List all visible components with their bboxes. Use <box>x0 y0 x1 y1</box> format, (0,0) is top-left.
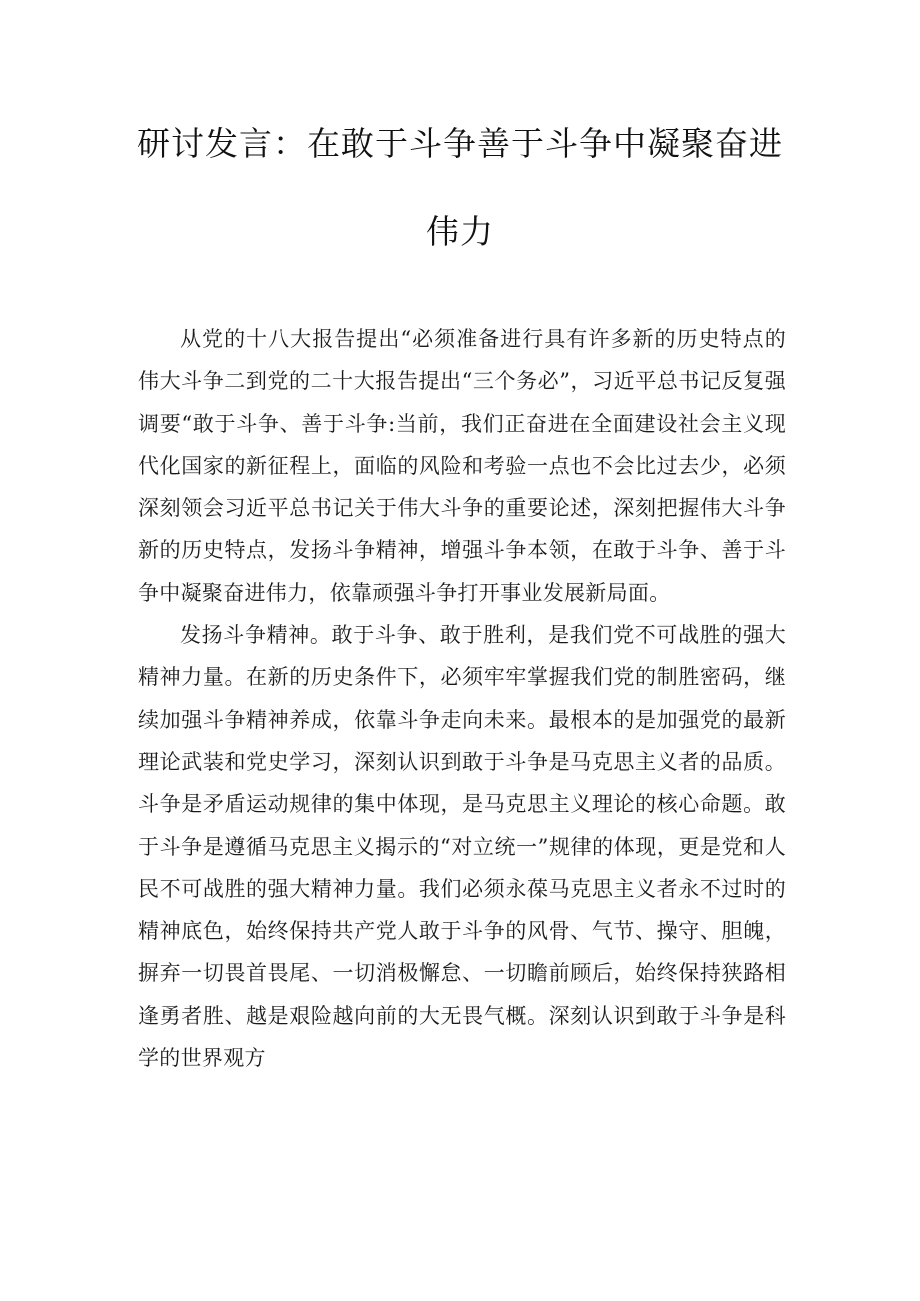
body-paragraph-1: 从党的十八大报告提出“必须准备进行具有许多新的历史特点的伟大斗争二到党的二十大报告提出“三个务必”，习近平总书记反复强调要“敢于斗争、善于斗争:当前，我们正奋进在全面建设社会主义现代化国家的新征程上，面临的风险和考验一点也不会比过去少，必须深刻领会习近平总书记关于伟大斗争的重要论述，深刻把握伟大斗争新的历史特点，发扬斗争精神，增强斗争本领，在敢于斗争、善于斗争中凝聚奋进伟力，依靠顽强斗争打开事业发展新局面。 <box>138 327 786 605</box>
document-title-line-2: 伟力 <box>426 212 494 251</box>
body-paragraph-2: 发扬斗争精神。敢于斗争、敢于胜利，是我们党不可战胜的强大精神力量。在新的历史条件下，必须牢牢掌握我们党的制胜密码，继续加强斗争精神养成，依靠斗争走向未来。最根本的是加强党的最新理论武装和党史学习，深刻认识到敢于斗争是马克思主义者的品质。斗争是矛盾运动规律的集中体现，是马克思主义理论的核心命题。敢于斗争是遵循马克思主义揭示的“对立统一”规律的体现，更是党和人民不可战胜的强大精神力量。我们必须永葆马克思主义者永不过时的精神底色，始终保持共产党人敢于斗争的风骨、气节、操守、胆魄，摒弃一切畏首畏尾、一切消极懈怠、一切瞻前顾后，始终保持狭路相逢勇者胜、越是艰险越向前的大无畏气概。深刻认识到敢于斗争是科学的世界观方 <box>138 623 786 1071</box>
document-body <box>138 318 786 1079</box>
document-title-line-1: 研讨发言：在敢于斗争善于斗争中凝聚奋进 <box>137 124 783 163</box>
